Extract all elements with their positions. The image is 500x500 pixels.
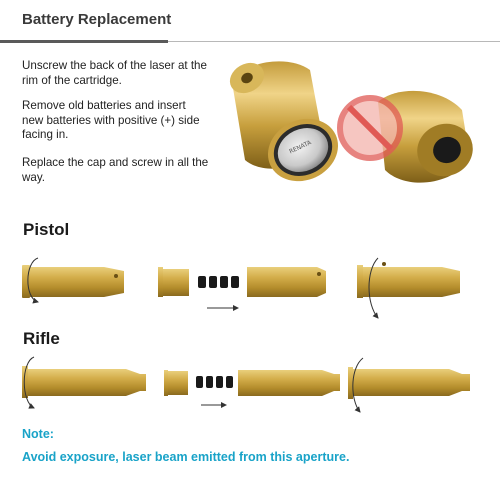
pistol-cartridge-2 — [357, 258, 460, 318]
svg-text:RENATA: RENATA — [288, 139, 313, 156]
prohibited-icon — [340, 98, 400, 158]
pistol-cartridge-disassembled — [158, 267, 326, 308]
pistol-heading: Pistol — [23, 220, 70, 239]
pistol-cartridge-1 — [22, 258, 124, 302]
rifle-cartridge-1 — [22, 357, 146, 408]
instruction-step-2: Remove old batteries and insert new batteries with positive (+) side facing in. — [22, 99, 200, 141]
instruction-step-1: Unscrew the back of the laser at the rim of the cartridge. — [22, 59, 207, 87]
rifle-cartridge-disassembled — [164, 370, 340, 405]
rifle-heading: Rifle — [23, 329, 60, 348]
note-label: Note: — [22, 427, 54, 441]
note-text: Avoid exposure, laser beam emitted from this aperture. — [22, 450, 350, 464]
laser-cartridge-open-photo — [224, 57, 348, 193]
rifle-cartridge-2 — [348, 358, 470, 412]
page-title: Battery Replacement — [22, 11, 172, 28]
instruction-step-3: Replace the cap and screw in all the way. — [22, 156, 209, 184]
battery-stack-icon — [198, 276, 239, 288]
battery-stack-icon — [196, 376, 233, 388]
laser-cap-photo — [340, 91, 480, 184]
